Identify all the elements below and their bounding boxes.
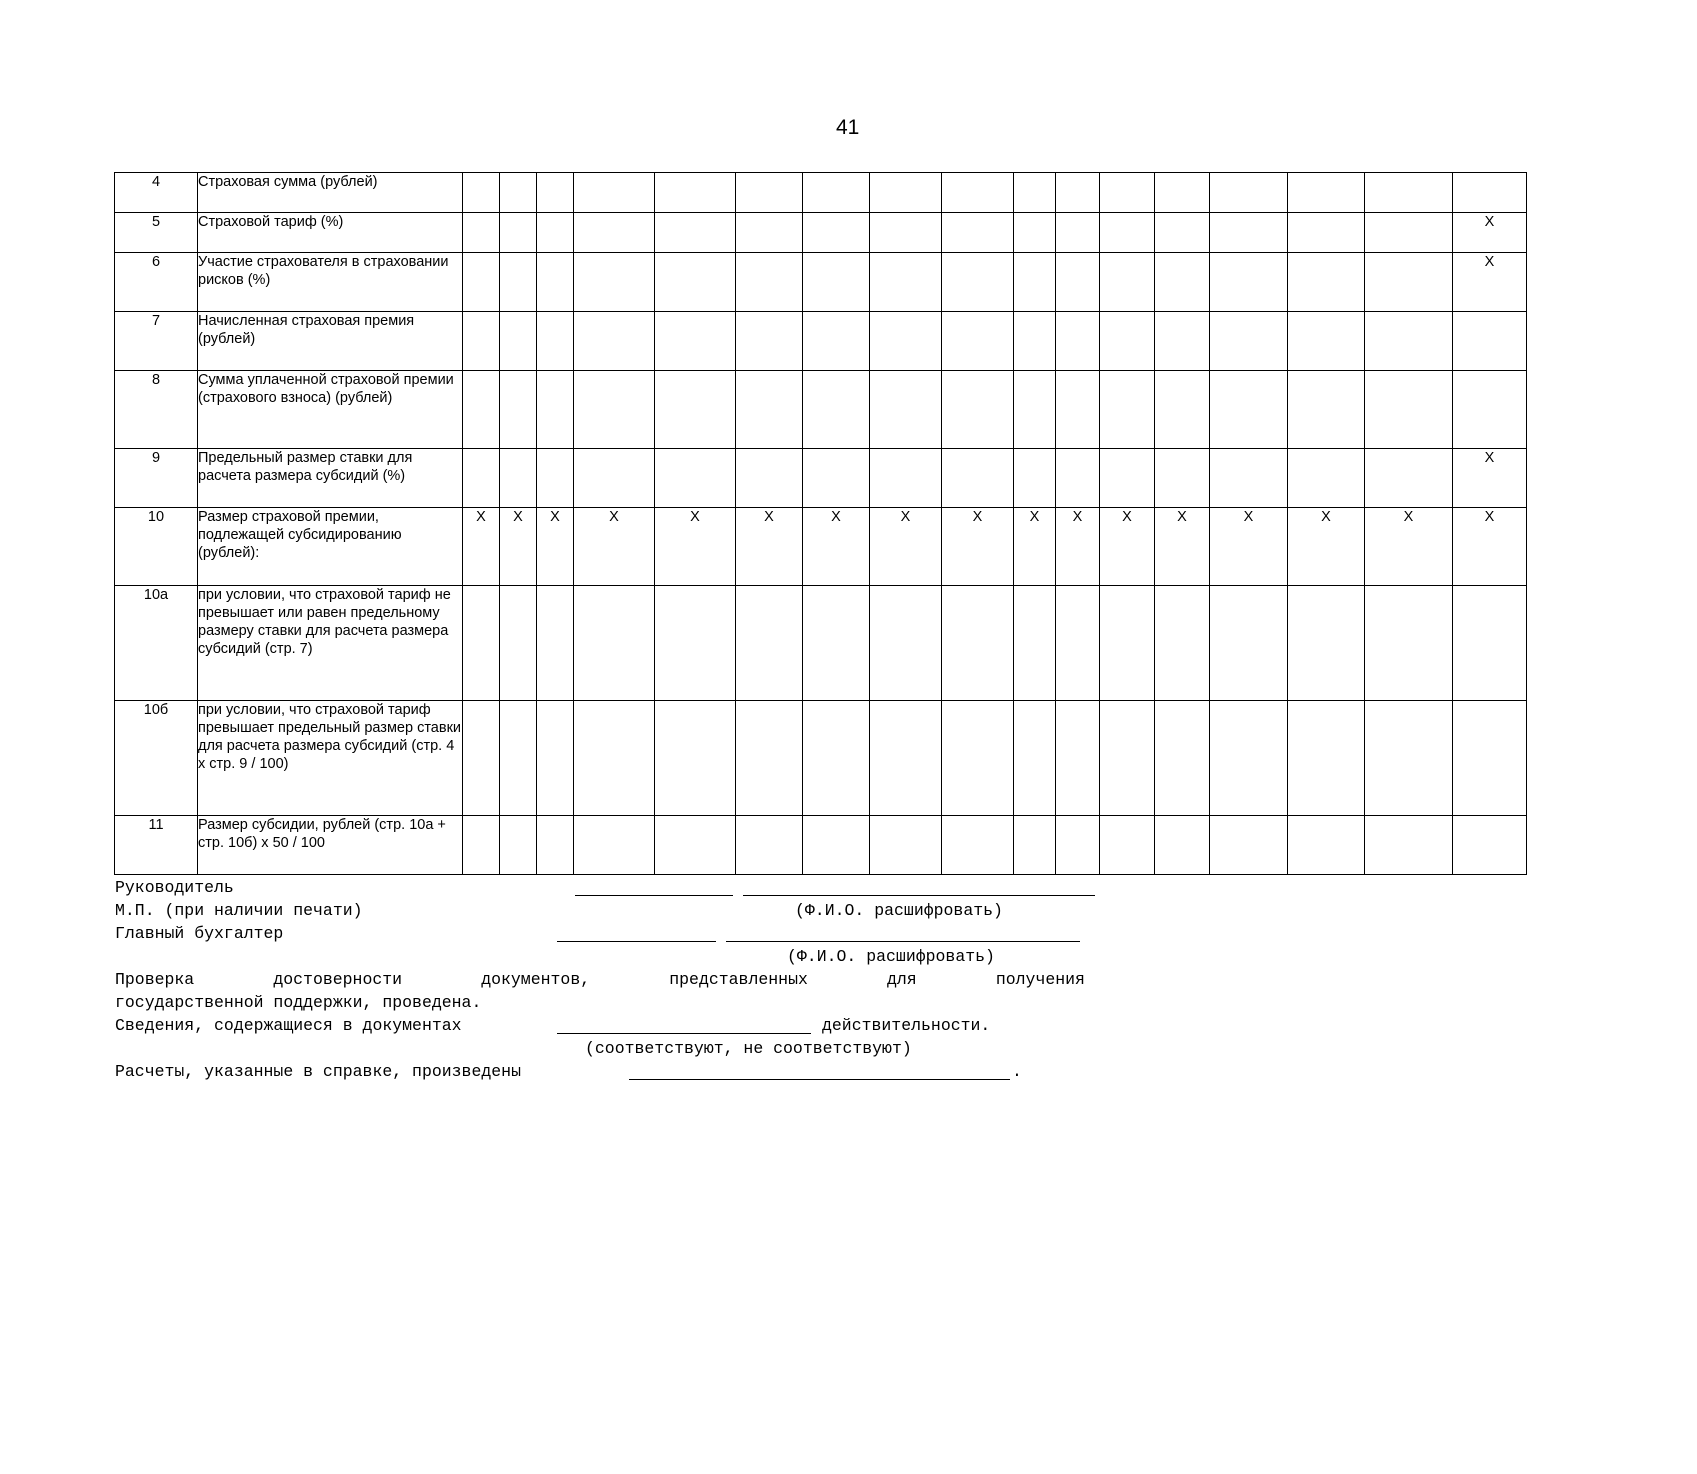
value-cell[interactable]	[1365, 701, 1453, 816]
value-cell[interactable]	[1014, 173, 1056, 213]
value-cell[interactable]	[803, 586, 870, 701]
value-cell[interactable]	[1155, 253, 1210, 312]
value-cell[interactable]	[736, 312, 803, 371]
value-cell[interactable]: X	[1288, 508, 1365, 586]
form-table	[114, 172, 1527, 875]
value-cell[interactable]	[537, 213, 574, 253]
value-cell[interactable]	[1056, 213, 1100, 253]
value-cell[interactable]	[1210, 586, 1288, 701]
value-cell[interactable]	[1365, 312, 1453, 371]
value-cell[interactable]	[500, 253, 537, 312]
value-cell[interactable]	[1365, 816, 1453, 875]
value-cell[interactable]: X	[1014, 508, 1056, 586]
value-cell[interactable]	[736, 371, 803, 449]
value-cell[interactable]	[537, 253, 574, 312]
value-cell[interactable]	[870, 253, 942, 312]
seal-label: М.П. (при наличии печати)	[115, 901, 363, 920]
value-cell[interactable]	[655, 253, 736, 312]
value-cell[interactable]	[1210, 173, 1288, 213]
value-cell[interactable]	[736, 253, 803, 312]
value-cell[interactable]	[537, 586, 574, 701]
row-number: 4	[115, 173, 198, 213]
value-cell[interactable]	[870, 449, 942, 508]
value-cell[interactable]	[1056, 312, 1100, 371]
value-cell[interactable]	[942, 371, 1014, 449]
value-cell[interactable]	[1453, 586, 1527, 701]
check-word: для	[887, 970, 917, 989]
value-cell[interactable]	[655, 173, 736, 213]
check-line-1	[115, 968, 1085, 991]
row-description: Предельный размер ставки для расчета размера субсидий (%)	[198, 449, 463, 508]
value-cell[interactable]	[1365, 173, 1453, 213]
fio-hint-accountant: (Ф.И.О. расшифровать)	[787, 947, 995, 966]
table-row	[115, 371, 1527, 449]
value-cell[interactable]	[1453, 701, 1527, 816]
value-cell[interactable]	[736, 701, 803, 816]
value-cell[interactable]	[655, 213, 736, 253]
value-cell[interactable]	[574, 253, 655, 312]
value-cell[interactable]	[1155, 312, 1210, 371]
check-word: документов,	[481, 970, 591, 989]
value-cell[interactable]	[1155, 213, 1210, 253]
value-cell[interactable]	[1210, 371, 1288, 449]
value-cell[interactable]: X	[1453, 213, 1527, 253]
table-row	[115, 213, 1527, 253]
row-number: 9	[115, 449, 198, 508]
value-cell[interactable]	[655, 371, 736, 449]
value-cell[interactable]	[1210, 213, 1288, 253]
value-cell[interactable]	[537, 371, 574, 449]
table-row	[115, 816, 1527, 875]
value-cell[interactable]	[1365, 449, 1453, 508]
fio-hint-head: (Ф.И.О. расшифровать)	[795, 901, 1003, 920]
check-line-2: государственной поддержки, проведена.	[115, 993, 482, 1012]
value-cell[interactable]	[1288, 816, 1365, 875]
value-cell[interactable]	[537, 701, 574, 816]
head-name-line	[743, 895, 1095, 896]
check-word: достоверности	[273, 970, 403, 989]
value-cell[interactable]	[1365, 586, 1453, 701]
table-body	[115, 173, 1527, 875]
value-cell[interactable]	[574, 371, 655, 449]
value-cell[interactable]	[1365, 371, 1453, 449]
value-cell[interactable]	[942, 701, 1014, 816]
value-cell[interactable]	[500, 371, 537, 449]
row-number: 5	[115, 213, 198, 253]
value-cell[interactable]: X	[1453, 253, 1527, 312]
info-hint: (соответствуют, не соответствуют)	[585, 1039, 912, 1058]
value-cell[interactable]	[870, 586, 942, 701]
row-number: 6	[115, 253, 198, 312]
value-cell[interactable]	[803, 173, 870, 213]
value-cell[interactable]	[870, 213, 942, 253]
value-cell[interactable]	[803, 816, 870, 875]
value-cell[interactable]	[1365, 213, 1453, 253]
value-cell[interactable]	[942, 173, 1014, 213]
table-row	[115, 253, 1527, 312]
value-cell[interactable]	[537, 312, 574, 371]
value-cell[interactable]	[500, 586, 537, 701]
value-cell[interactable]	[1056, 253, 1100, 312]
value-cell[interactable]	[500, 173, 537, 213]
value-cell[interactable]	[574, 449, 655, 508]
value-cell[interactable]	[1056, 816, 1100, 875]
value-cell[interactable]	[537, 449, 574, 508]
value-cell[interactable]	[1210, 449, 1288, 508]
page-number: 41	[836, 116, 860, 139]
value-cell[interactable]	[1453, 173, 1527, 213]
row-number: 10а	[115, 586, 198, 701]
value-cell[interactable]	[655, 586, 736, 701]
row-description: Сумма уплаченной страховой премии (страхового взноса) (рублей)	[198, 371, 463, 449]
value-cell[interactable]	[574, 173, 655, 213]
value-cell[interactable]	[1014, 586, 1056, 701]
value-cell[interactable]	[500, 312, 537, 371]
check-word: Проверка	[115, 970, 195, 989]
value-cell[interactable]	[803, 371, 870, 449]
value-cell[interactable]	[1056, 586, 1100, 701]
value-cell[interactable]	[463, 253, 500, 312]
row-number: 8	[115, 371, 198, 449]
value-cell[interactable]	[803, 312, 870, 371]
value-cell[interactable]	[500, 449, 537, 508]
value-cell[interactable]	[870, 173, 942, 213]
value-cell[interactable]	[1056, 173, 1100, 213]
value-cell[interactable]	[574, 586, 655, 701]
head-signature-line	[575, 895, 733, 896]
value-cell[interactable]	[736, 586, 803, 701]
row-description: Размер субсидии, рублей (стр. 10а + стр. 10б) x 50 / 100	[198, 816, 463, 875]
value-cell[interactable]	[1155, 816, 1210, 875]
row-description: при условии, что страховой тариф не превышает или равен предельному размеру ставки для расчета размера субсидий (стр. 7)	[198, 586, 463, 701]
value-cell[interactable]	[1288, 312, 1365, 371]
value-cell[interactable]	[1210, 312, 1288, 371]
value-cell[interactable]	[942, 586, 1014, 701]
value-cell[interactable]	[1288, 586, 1365, 701]
value-cell[interactable]	[1056, 449, 1100, 508]
value-cell[interactable]	[1100, 213, 1155, 253]
value-cell[interactable]	[1453, 312, 1527, 371]
row-number: 10	[115, 508, 198, 586]
value-cell[interactable]	[1288, 701, 1365, 816]
value-cell[interactable]	[574, 213, 655, 253]
value-cell[interactable]	[1014, 449, 1056, 508]
value-cell[interactable]	[463, 586, 500, 701]
value-cell[interactable]	[1155, 371, 1210, 449]
value-cell[interactable]	[463, 213, 500, 253]
value-cell[interactable]: X	[463, 508, 500, 586]
row-description: Участие страхователя в страховании рисков (%)	[198, 253, 463, 312]
value-cell[interactable]	[1100, 253, 1155, 312]
value-cell[interactable]	[942, 449, 1014, 508]
value-cell[interactable]	[574, 701, 655, 816]
value-cell[interactable]	[1014, 312, 1056, 371]
row-description: Страховой тариф (%)	[198, 213, 463, 253]
value-cell[interactable]	[1288, 371, 1365, 449]
value-cell[interactable]	[537, 173, 574, 213]
value-cell[interactable]	[803, 213, 870, 253]
value-cell[interactable]: X	[537, 508, 574, 586]
value-cell[interactable]	[870, 312, 942, 371]
value-cell[interactable]	[655, 816, 736, 875]
value-cell[interactable]	[736, 449, 803, 508]
value-cell[interactable]	[1453, 371, 1527, 449]
value-cell[interactable]	[1056, 371, 1100, 449]
value-cell[interactable]	[463, 312, 500, 371]
value-cell[interactable]	[537, 816, 574, 875]
check-word: получения	[995, 970, 1085, 989]
value-cell[interactable]	[1453, 816, 1527, 875]
value-cell[interactable]	[942, 816, 1014, 875]
value-cell[interactable]	[1365, 253, 1453, 312]
row-number: 7	[115, 312, 198, 371]
value-cell[interactable]	[1014, 371, 1056, 449]
value-cell[interactable]	[1100, 586, 1155, 701]
value-cell[interactable]: X	[1453, 508, 1527, 586]
row-number: 11	[115, 816, 198, 875]
value-cell[interactable]	[463, 816, 500, 875]
value-cell[interactable]: X	[1100, 508, 1155, 586]
value-cell[interactable]	[1288, 213, 1365, 253]
value-cell[interactable]	[500, 213, 537, 253]
value-cell[interactable]	[1014, 701, 1056, 816]
value-cell[interactable]	[1155, 701, 1210, 816]
value-cell[interactable]: X	[1056, 508, 1100, 586]
calc-suffix: .	[1012, 1062, 1022, 1081]
value-cell[interactable]	[463, 701, 500, 816]
row-number: 10б	[115, 701, 198, 816]
accountant-name-line	[726, 941, 1080, 942]
value-cell[interactable]	[1100, 701, 1155, 816]
value-cell[interactable]	[803, 701, 870, 816]
chief-accountant-label: Главный бухгалтер	[115, 924, 284, 943]
value-cell[interactable]	[574, 816, 655, 875]
value-cell[interactable]	[1155, 449, 1210, 508]
value-cell[interactable]	[1100, 371, 1155, 449]
value-cell[interactable]	[942, 312, 1014, 371]
table-row	[115, 508, 1527, 586]
value-cell[interactable]	[463, 371, 500, 449]
value-cell[interactable]	[1056, 701, 1100, 816]
value-cell[interactable]	[1100, 173, 1155, 213]
value-cell[interactable]	[870, 701, 942, 816]
table-row	[115, 312, 1527, 371]
value-cell[interactable]	[463, 449, 500, 508]
value-cell[interactable]	[1288, 173, 1365, 213]
value-cell[interactable]	[500, 816, 537, 875]
value-cell[interactable]: X	[736, 508, 803, 586]
value-cell[interactable]: X	[870, 508, 942, 586]
info-suffix: действительности.	[822, 1016, 991, 1035]
row-description: Начисленная страховая премия (рублей)	[198, 312, 463, 371]
value-cell[interactable]: X	[1210, 508, 1288, 586]
value-cell[interactable]: X	[942, 508, 1014, 586]
info-fill-line	[557, 1033, 811, 1034]
value-cell[interactable]	[803, 253, 870, 312]
value-cell[interactable]	[942, 253, 1014, 312]
head-label: Руководитель	[115, 878, 234, 897]
value-cell[interactable]: X	[655, 508, 736, 586]
value-cell[interactable]	[1014, 816, 1056, 875]
value-cell[interactable]	[736, 213, 803, 253]
value-cell[interactable]	[1100, 312, 1155, 371]
check-word: представленных	[669, 970, 808, 989]
value-cell[interactable]	[655, 312, 736, 371]
value-cell[interactable]: X	[1155, 508, 1210, 586]
value-cell[interactable]	[463, 173, 500, 213]
value-cell[interactable]	[574, 312, 655, 371]
value-cell[interactable]	[655, 449, 736, 508]
value-cell[interactable]: X	[500, 508, 537, 586]
table-row	[115, 586, 1527, 701]
value-cell[interactable]: X	[574, 508, 655, 586]
value-cell[interactable]	[1210, 701, 1288, 816]
table-row	[115, 173, 1527, 213]
row-description: Страховая сумма (рублей)	[198, 173, 463, 213]
info-label: Сведения, содержащиеся в документах	[115, 1016, 462, 1035]
value-cell[interactable]	[870, 816, 942, 875]
value-cell[interactable]	[870, 371, 942, 449]
value-cell[interactable]	[736, 816, 803, 875]
value-cell[interactable]	[736, 173, 803, 213]
signature-block	[115, 876, 1115, 1474]
value-cell[interactable]	[1210, 253, 1288, 312]
value-cell[interactable]: X	[1453, 449, 1527, 508]
value-cell[interactable]	[942, 213, 1014, 253]
value-cell[interactable]	[1014, 213, 1056, 253]
value-cell[interactable]	[1210, 816, 1288, 875]
table-row	[115, 449, 1527, 508]
value-cell[interactable]	[1155, 173, 1210, 213]
value-cell[interactable]: X	[1365, 508, 1453, 586]
value-cell[interactable]	[1100, 816, 1155, 875]
value-cell[interactable]	[655, 701, 736, 816]
value-cell[interactable]	[1014, 253, 1056, 312]
accountant-signature-line	[557, 941, 716, 942]
row-description: при условии, что страховой тариф превышает предельный размер ставки для расчета размера субсидий (стр. 4 x стр. 9 / 100)	[198, 701, 463, 816]
value-cell[interactable]	[500, 701, 537, 816]
calc-label: Расчеты, указанные в справке, произведены	[115, 1062, 521, 1081]
value-cell[interactable]	[1100, 449, 1155, 508]
row-description: Размер страховой премии, подлежащей субсидированию (рублей):	[198, 508, 463, 586]
value-cell[interactable]	[1288, 253, 1365, 312]
value-cell[interactable]	[803, 449, 870, 508]
value-cell[interactable]	[1155, 586, 1210, 701]
calc-fill-line	[629, 1079, 1010, 1080]
value-cell[interactable]	[1288, 449, 1365, 508]
value-cell[interactable]: X	[803, 508, 870, 586]
table-row	[115, 701, 1527, 816]
